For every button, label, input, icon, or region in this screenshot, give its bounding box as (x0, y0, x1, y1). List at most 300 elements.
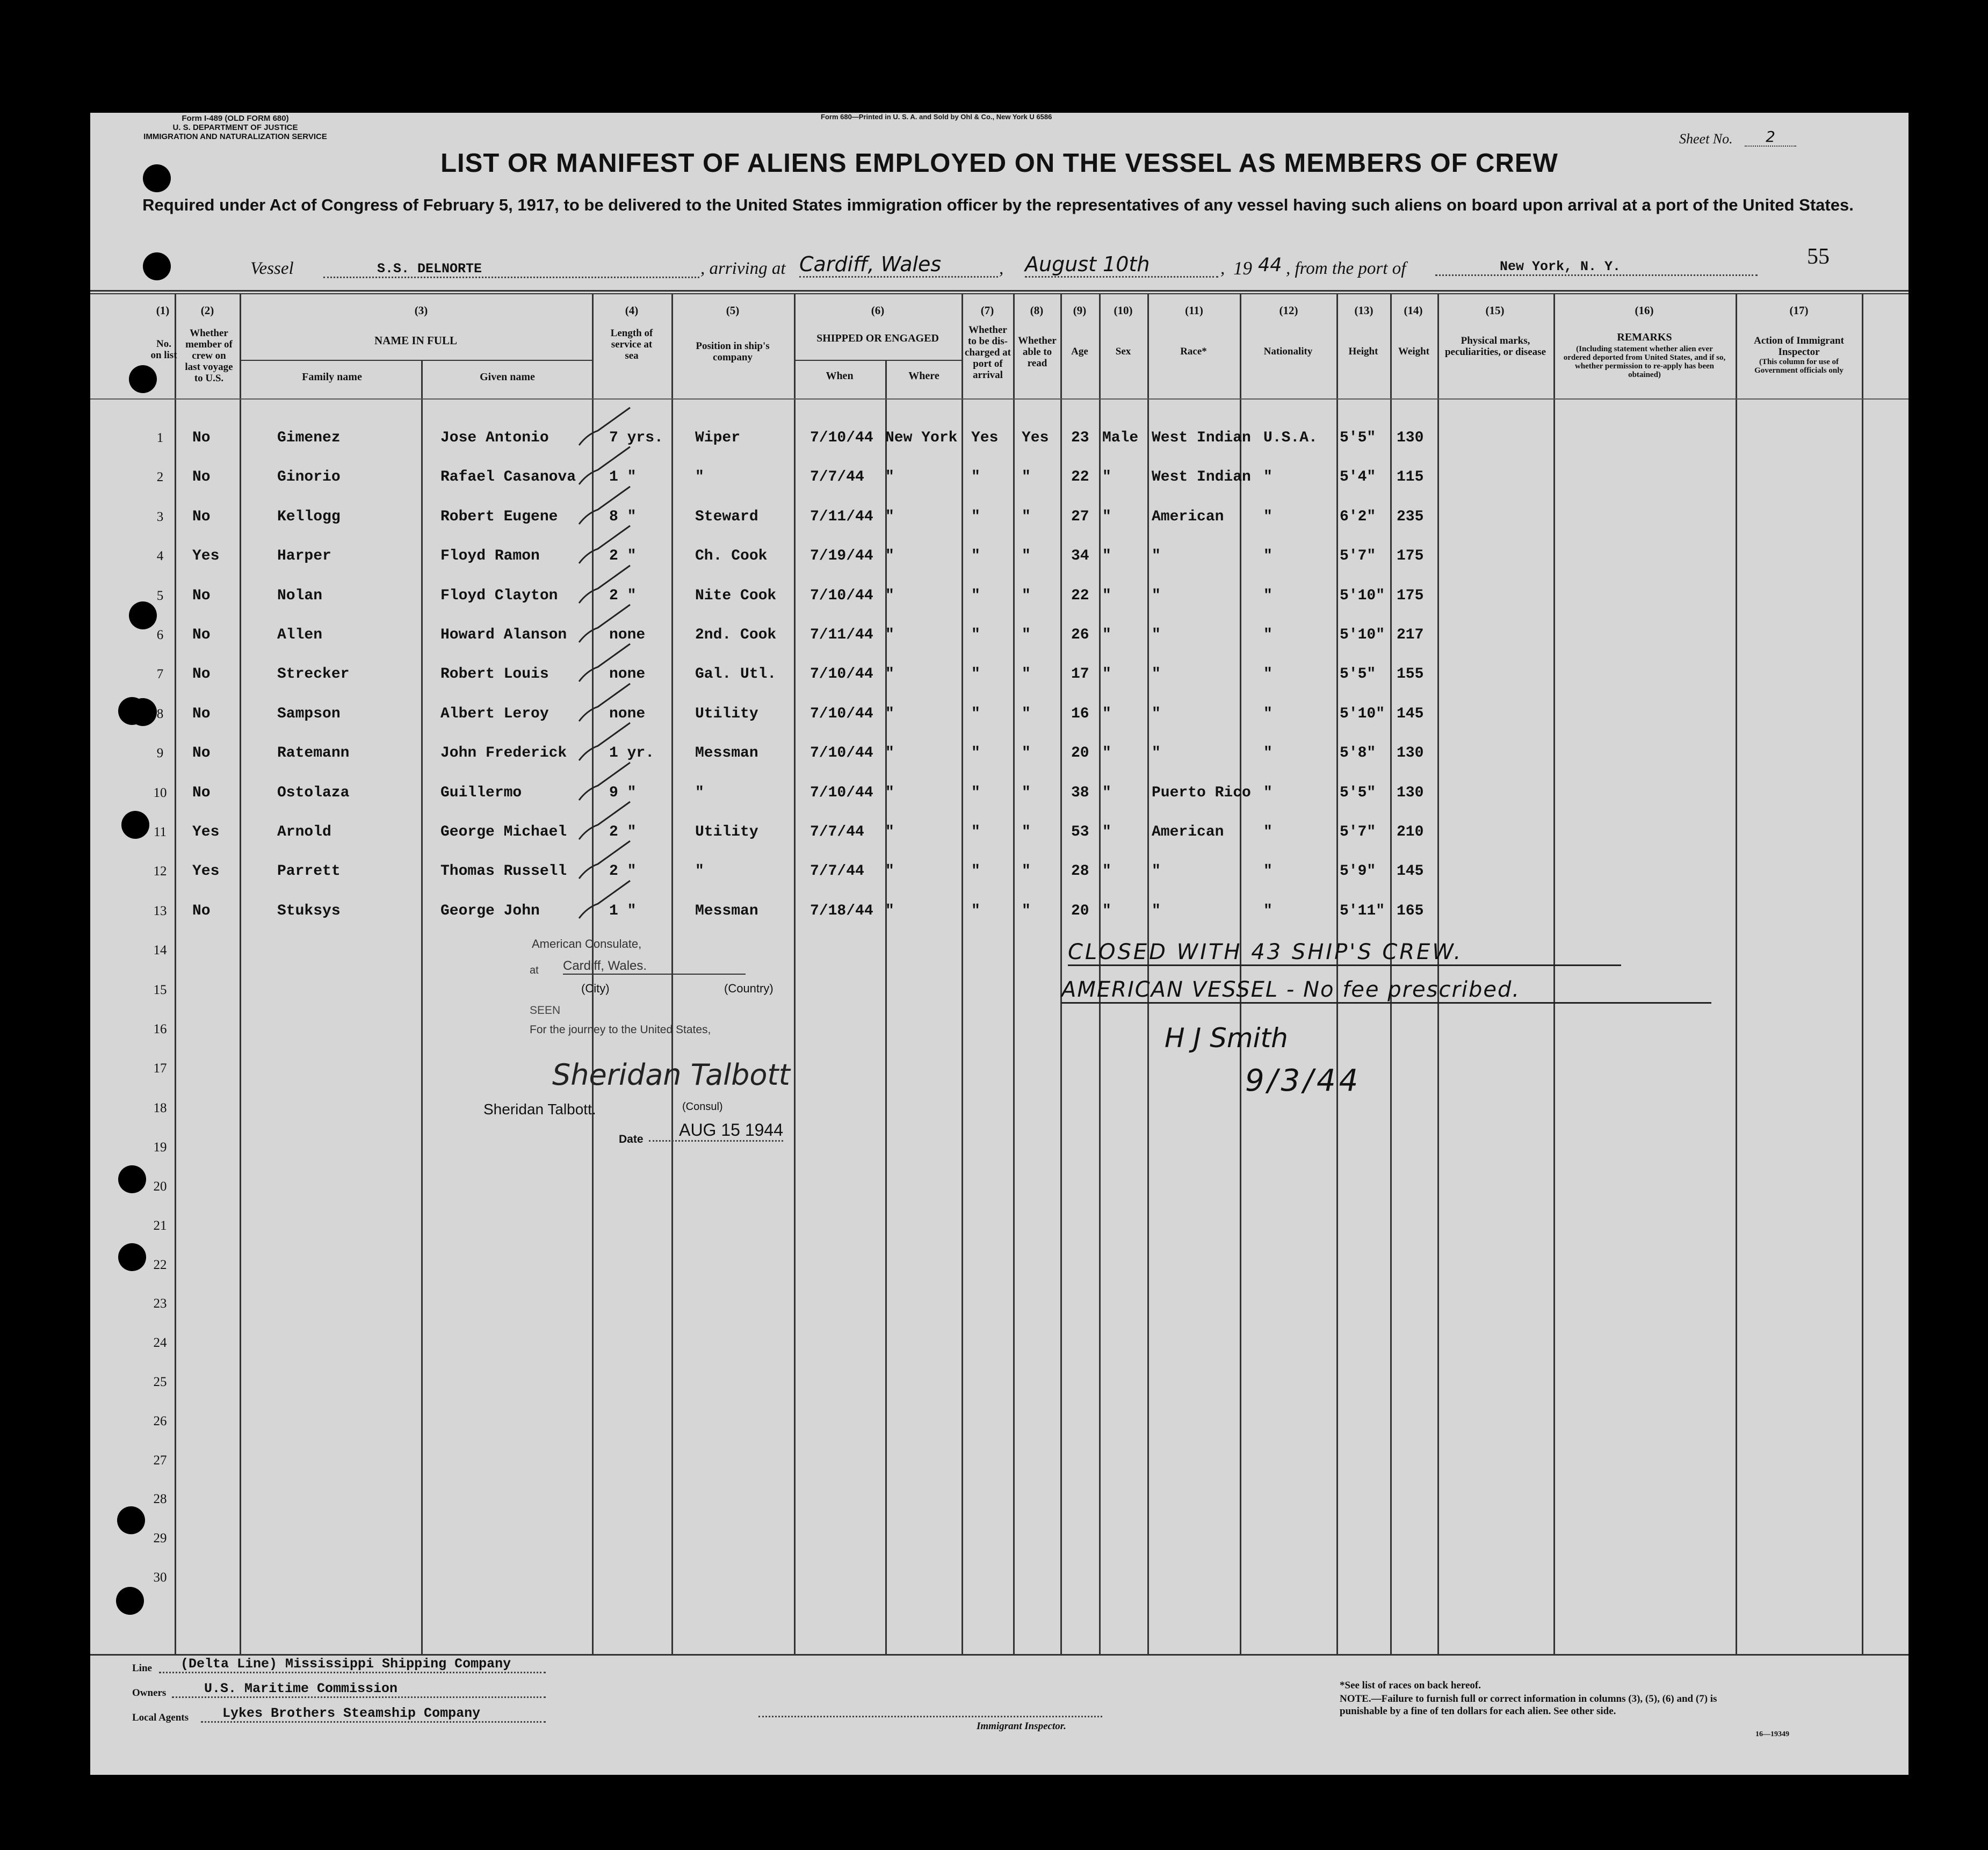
form-code: 16—19349 (1755, 1730, 1789, 1738)
cell-height: 5'10" (1340, 705, 1385, 722)
cell-height: 5'10" (1340, 587, 1385, 604)
cell-race: Puerto Rico (1152, 784, 1251, 801)
cell-age: 20 (1071, 745, 1089, 762)
cell-weight: 235 (1397, 508, 1424, 525)
cell-nationality: " (1263, 587, 1273, 604)
cell-height: 5'5" (1340, 784, 1376, 801)
cell-weight: 155 (1397, 666, 1424, 683)
check-mark-icon (576, 444, 635, 490)
cell-height: 5'8" (1340, 745, 1376, 762)
hdr-no-on-list: No. on list (150, 338, 177, 361)
row-number: 26 (153, 1413, 167, 1428)
cell-height: 5'5" (1340, 666, 1376, 683)
row-number: 2 (156, 470, 164, 485)
cell-shipped-when: 7/10/44 (810, 705, 873, 722)
cell-member: No (192, 627, 211, 643)
col-num-15: (15) (1485, 304, 1505, 317)
cell-able-to-read: " (1022, 784, 1031, 801)
cell-able-to-read: " (1022, 824, 1031, 840)
cell-family-name: Sampson (277, 705, 341, 722)
cell-shipped-when: 7/10/44 (810, 430, 873, 446)
cell-service-length: 1 yr. (609, 745, 655, 762)
hdr-given-name: Given name (480, 371, 535, 383)
cell-race: West Indian (1152, 469, 1251, 486)
col-num-9: (9) (1073, 304, 1087, 317)
cell-age: 22 (1071, 469, 1089, 486)
cell-service-length: 7 yrs. (609, 430, 663, 446)
cell-weight: 115 (1397, 469, 1424, 486)
col-num-7: (7) (980, 304, 994, 317)
country-label: (Country) (724, 982, 773, 995)
hdr-position: Position in ship's company (696, 340, 770, 363)
cell-given-name: George Michael (440, 824, 567, 840)
cell-discharged: " (971, 666, 980, 683)
cell-able-to-read: " (1022, 548, 1031, 565)
cell-service-length: none (609, 666, 646, 683)
col-num-8: (8) (1030, 304, 1044, 317)
owners-value: U.S. Maritime Commission (172, 1681, 546, 1698)
cell-given-name: Jose Antonio (440, 430, 549, 446)
cell-able-to-read: Yes (1022, 430, 1049, 446)
cell-shipped-when: 7/10/44 (810, 666, 873, 683)
cell-position: Messman (695, 902, 758, 919)
cell-given-name: Guillermo (440, 784, 522, 801)
cell-shipped-when: 7/11/44 (810, 627, 873, 643)
cell-position: Utility (695, 705, 758, 722)
cell-race: " (1152, 666, 1161, 683)
row-number: 20 (153, 1179, 167, 1194)
row-number: 4 (156, 549, 164, 564)
cell-sex: " (1102, 863, 1111, 880)
cell-family-name: Nolan (277, 587, 323, 604)
cell-service-length: 2 " (609, 824, 637, 840)
cell-age: 53 (1071, 824, 1089, 840)
cell-position: " (695, 784, 704, 801)
cell-nationality: " (1263, 745, 1273, 762)
cell-race: American (1152, 824, 1224, 840)
penalty-note: NOTE.—Failure to furnish full or correct information in columns (3), (5), (6) and (7) is punishable by a fine of ten dollars for each alien. See other side. (1340, 1693, 1717, 1717)
cell-nationality: " (1263, 705, 1273, 722)
inspector-label: Immigrant Inspector. (977, 1721, 1066, 1732)
col-num-6: (6) (871, 304, 885, 317)
year-suffix: 44 (1258, 255, 1282, 276)
hdr-discharged: Whether to be dis-charged at port of arrival (965, 324, 1011, 381)
cell-shipped-when: 7/10/44 (810, 745, 873, 762)
row-number: 27 (153, 1453, 167, 1468)
hdr-height: Height (1348, 346, 1378, 357)
check-mark-icon (576, 563, 635, 608)
cell-nationality: " (1263, 666, 1273, 683)
cell-weight: 145 (1397, 863, 1424, 880)
cell-shipped-when: 7/7/44 (810, 469, 864, 486)
cell-position: 2nd. Cook (695, 627, 777, 643)
punch-hole (117, 1506, 145, 1534)
cell-position: Nite Cook (695, 587, 777, 604)
cell-service-length: 1 " (609, 469, 637, 486)
cell-sex: Male (1102, 430, 1139, 446)
sheet-number: 2 (1745, 128, 1796, 147)
cell-shipped-where: " (885, 587, 894, 604)
row-number: 17 (153, 1061, 167, 1076)
cell-shipped-when: 7/7/44 (810, 824, 864, 840)
hdr-shipped: SHIPPED OR ENGAGED (816, 332, 939, 344)
row-number: 7 (156, 667, 164, 682)
row-number: 22 (153, 1257, 167, 1272)
cell-height: 5'5" (1340, 430, 1376, 446)
cell-height: 5'10" (1340, 627, 1385, 643)
cell-service-length: 2 " (609, 548, 637, 565)
cell-member: Yes (192, 824, 220, 840)
vessel-name: S.S. DELNORTE (323, 261, 699, 278)
cell-able-to-read: " (1022, 863, 1031, 880)
cell-position: Messman (695, 745, 758, 762)
hdr-length-service: Length of service at sea (610, 328, 653, 361)
cell-sex: " (1102, 508, 1111, 525)
cell-sex: " (1102, 784, 1111, 801)
row-number: 13 (153, 903, 167, 918)
line-value: (Delta Line) Mississippi Shipping Company (159, 1656, 546, 1673)
cell-age: 16 (1071, 705, 1089, 722)
cell-member: No (192, 705, 211, 722)
cell-able-to-read: " (1022, 587, 1031, 604)
cell-nationality: " (1263, 824, 1273, 840)
hdr-where: Where (908, 370, 939, 382)
cell-height: 5'11" (1340, 902, 1385, 919)
cell-sex: " (1102, 469, 1111, 486)
cell-nationality: " (1263, 469, 1273, 486)
cell-service-length: 8 " (609, 508, 637, 525)
cell-position: " (695, 469, 704, 486)
row-number: 21 (153, 1218, 167, 1233)
row-number: 18 (153, 1100, 167, 1115)
cell-discharged: " (971, 587, 980, 604)
hdr-member: Whether member of crew on last voyage to U.S. (185, 328, 233, 384)
cell-position: Utility (695, 824, 758, 840)
row-number: 12 (153, 864, 167, 879)
hdr-remarks: REMARKS (1617, 331, 1672, 343)
cell-height: 5'7" (1340, 548, 1376, 565)
cell-race: " (1152, 902, 1161, 919)
cell-race: " (1152, 548, 1161, 565)
hdr-when: When (826, 370, 854, 382)
cell-nationality: U.S.A. (1263, 430, 1318, 446)
cell-family-name: Kellogg (277, 508, 341, 525)
cell-nationality: " (1263, 863, 1273, 880)
cell-family-name: Gimenez (277, 430, 341, 446)
cell-member: Yes (192, 863, 220, 880)
journey-label: For the journey to the United States, (530, 1024, 711, 1036)
cell-shipped-when: 7/7/44 (810, 863, 864, 880)
row-number: 16 (153, 1022, 167, 1036)
hdr-able-read: Whether able to read (1018, 335, 1057, 369)
from-port: New York, N. Y. (1435, 259, 1758, 276)
consulate-city: Cardiff, Wales. (563, 959, 746, 975)
cell-age: 17 (1071, 666, 1089, 683)
cell-race: " (1152, 627, 1161, 643)
hdr-name-in-full: NAME IN FULL (374, 334, 457, 347)
row-number: 14 (153, 943, 167, 958)
cell-discharged: " (971, 863, 980, 880)
hdr-weight: Weight (1398, 346, 1430, 357)
cell-discharged: " (971, 548, 980, 565)
cell-able-to-read: " (1022, 705, 1031, 722)
col-num-10: (10) (1114, 304, 1133, 317)
service-name: IMMIGRATION AND NATURALIZATION SERVICE (143, 132, 327, 141)
cell-height: 5'7" (1340, 824, 1376, 840)
inspector-date: 9/3/44 (1245, 1063, 1362, 1098)
cell-weight: 210 (1397, 824, 1424, 840)
page-number: 55 (1807, 244, 1830, 269)
department: U. S. DEPARTMENT OF JUSTICE (172, 123, 298, 132)
cell-sex: " (1102, 745, 1111, 762)
cell-weight: 165 (1397, 902, 1424, 919)
cell-age: 28 (1071, 863, 1089, 880)
punch-hole (129, 365, 157, 393)
arriving-label: , arriving at (700, 259, 786, 278)
check-mark-icon (576, 641, 635, 687)
cell-discharged: " (971, 784, 980, 801)
row-number: 15 (153, 982, 167, 997)
punch-hole (118, 1165, 146, 1193)
form-number: Form I-489 (OLD FORM 680) (182, 114, 289, 123)
cell-discharged: " (971, 745, 980, 762)
cell-shipped-where: " (885, 784, 894, 801)
cell-family-name: Allen (277, 627, 323, 643)
cell-given-name: Thomas Russell (440, 863, 567, 880)
hdr-sex: Sex (1115, 346, 1131, 357)
cell-discharged: " (971, 705, 980, 722)
city-label: (City) (581, 982, 610, 995)
form-title: LIST OR MANIFEST OF ALIENS EMPLOYED ON THE VESSEL AS MEMBERS OF CREW (440, 149, 1558, 178)
col-num-12: (12) (1279, 304, 1298, 317)
row-number: 5 (156, 588, 164, 603)
cell-given-name: Floyd Ramon (440, 548, 540, 565)
hdr-physical: Physical marks, peculiarities, or disease (1444, 335, 1546, 358)
row-number: 23 (153, 1296, 167, 1311)
cell-sex: " (1102, 902, 1111, 919)
cell-age: 22 (1071, 587, 1089, 604)
arriving-port: Cardiff, Wales (799, 252, 998, 278)
cell-race: West Indian (1152, 430, 1251, 446)
cell-shipped-when: 7/11/44 (810, 508, 873, 525)
cell-service-length: none (609, 705, 646, 722)
row-number: 8 (156, 706, 164, 721)
consulate-city-prefix: at (530, 964, 539, 976)
cell-able-to-read: " (1022, 627, 1031, 643)
races-note: *See list of races on back hereof. (1340, 1680, 1481, 1691)
consul-signature: Sheridan Talbott (552, 1058, 790, 1092)
hdr-nationality: Nationality (1263, 346, 1313, 357)
cell-family-name: Arnold (277, 824, 331, 840)
punch-hole (116, 1587, 144, 1615)
cell-family-name: Harper (277, 548, 331, 565)
cell-shipped-where: " (885, 902, 894, 919)
check-mark-icon (576, 878, 635, 924)
cell-discharged: " (971, 469, 980, 486)
cell-shipped-when: 7/19/44 (810, 548, 873, 565)
col-num-5: (5) (726, 304, 740, 317)
cell-height: 5'4" (1340, 469, 1376, 486)
cell-given-name: Floyd Clayton (440, 587, 558, 604)
cell-discharged: " (971, 824, 980, 840)
cell-weight: 175 (1397, 587, 1424, 604)
form-subtitle: Required under Act of Congress of February 5, 1917, to be delivered to the United States immigration officer by the representatives of any vessel having such aliens on board upon arrival at a port of the United States. (142, 195, 1854, 214)
cell-service-length: 9 " (609, 784, 637, 801)
row-number: 3 (156, 509, 164, 524)
cell-race: " (1152, 587, 1161, 604)
cell-able-to-read: " (1022, 469, 1031, 486)
cell-sex: " (1102, 666, 1111, 683)
printer-line: Form 680—Printed in U. S. A. and Sold by Ohl & Co., New York U 6586 (821, 113, 1052, 121)
cell-height: 6'2" (1340, 508, 1376, 525)
check-mark-icon (576, 760, 635, 806)
row-number: 6 (156, 628, 164, 642)
consulate-line: American Consulate, (532, 937, 642, 951)
cell-member: No (192, 469, 211, 486)
cell-family-name: Strecker (277, 666, 350, 683)
cell-family-name: Ratemann (277, 745, 350, 762)
from-label: , from the port of (1286, 259, 1406, 278)
cell-nationality: " (1263, 548, 1273, 565)
cell-age: 26 (1071, 627, 1089, 643)
hdr-action: Action of Immigrant Inspector (1754, 335, 1844, 358)
vessel-annotation: AMERICAN VESSEL - No fee prescribed. (1061, 977, 1711, 1004)
hdr-family-name: Family name (302, 371, 362, 383)
cell-family-name: Ginorio (277, 469, 341, 486)
check-mark-icon (576, 523, 635, 569)
cell-age: 38 (1071, 784, 1089, 801)
cell-discharged: " (971, 902, 980, 919)
cell-able-to-read: " (1022, 745, 1031, 762)
cell-able-to-read: " (1022, 902, 1031, 919)
cell-shipped-where: " (885, 627, 894, 643)
hdr-age: Age (1071, 346, 1088, 357)
row-number: 30 (153, 1570, 167, 1585)
col-num-1: (1) (156, 304, 170, 317)
row-number: 9 (156, 746, 164, 761)
col-num-17: (17) (1789, 304, 1809, 317)
agents-value: Lykes Brothers Steamship Company (201, 1706, 546, 1723)
col-num-11: (11) (1185, 304, 1203, 317)
cell-sex: " (1102, 548, 1111, 565)
manifest-sheet: Form I-489 (OLD FORM 680) U. S. DEPARTMENT OF JUSTICE IMMIGRATION AND NATURALIZATION SERVICE Form 680—Printed in U. S. A. and Sold by Ohl & Co., New York U 6586 Sheet No. 2 LIST OR MANIFEST OF ALIENS EMPLOYED ON THE VESSEL AS MEMBERS OF CREW Required under Act of Congress of February 5, 1917, to be delivered to the United States immigration officer by the representatives of any vessel having such aliens on board upon arrival at a port of the United States. Vessel S.S. DELNORTE , arriving at Cardiff, Wales , August 10th , 19 44 , from the port of New York, N. Y. 55 (1) (2) (3) (4) (5) (6) (7) (8) (9) (10) (11) (12) (13) (14) (15) (16) (17) No. on list Whether member of crew on last voyage to U.S. NAME IN FULL Family name Given name Length of service at sea Position in ship's company SHIPPED OR ENGAGED When Where Whether to be dis-charged at port of arrival Whether able to read Age Sex Race* Nationality Height Weight Physical marks, peculiarities, or disease REMARKS (Including statement whether alien ever ordered deported from United States, and if so, whether permission to re-apply has been obtained) Action of Immigrant Inspector (This column for use of Government officials only 1 No Gimenez Jose Antonio 7 yrs. Wiper 7/10/44 New York Yes Yes 23 Male West Indian U.S.A. 5'5" 130 2 No Ginorio Rafael Casanova 1 " " 7/7/44 " " " 22 " West Indian " 5'4" 115 3 No Kellogg Robert Eugene 8 " Steward 7/11/44 " " " 27 " American " 6'2" 235 4 Yes Harper Floyd Ramon 2 " Ch. Cook 7/19/44 " " " 34 " " " 5'7" 175 5 No Nolan Floyd Clayton 2 " Nite Cook 7/10/44 " " " 22 " " " 5'10" 175 6 No Allen Howard Alanson none 2nd. Cook 7/11/44 " " " 26 " " " 5'10" 217 7 No Strecker Robert Louis none Gal. Utl. 7/10/44 " " " 17 " " " 5'5" 155 8 No Sampson Albert Leroy none Utility 7/10/44 " " " 16 " " " 5'10" 145 9 No Ratemann John Frederick 1 yr. Messman 7/10/44 " " " 20 " " " 5'8" 130 10 No Ostolaza Guillermo 9 " " 7/10/44 " " " 38 " Puerto Rico " 5'5" 130 11 Yes Arnold George Michael 2 " Utility 7/7/44 " " " 53 " American " 5'7" 210 12 Yes Parrett Thomas Russell 2 " " 7/7/44 " " " 28 " " " 5'9" 145 13 No Stuksys George John 1 " Messman 7/18/44 " " " 20 " " " 5'11" 165 14 15 16 17 18 19 20 21 22 23 24 25 26 27 28 29 30 American Consulate, at Cardiff, Wales. (City) (Country) SEEN For the journey to the United States, Sheridan Talbott Sheridan Talbott. (Consul) Date AUG 15 1944 CLOSED WITH 43 SHIP'S CREW. AMERICAN VESSEL - No fee prescribed. H J Smith 9/3/44 Line (Delta Line) Mississippi Shipping Company Owners U.S. Maritime Commission Local Agents Lykes Brothers Steamship Company Immigrant Inspector. *See list of races on back hereof. NOTE.—Failure to furnish full or correct information in columns (3), (5), (6) and (7) is punishable by a fine of ten dollars for each alien. See other side. 16—19349 (90, 113, 1909, 1775)
cell-given-name: Howard Alanson (440, 627, 567, 643)
check-mark-icon (576, 838, 635, 884)
hdr-action-note: (This column for use of Government officials only (1754, 358, 1844, 375)
owners-label: Owners (132, 1687, 167, 1699)
cell-weight: 175 (1397, 548, 1424, 565)
row-number: 10 (153, 785, 167, 800)
cell-shipped-where: New York (885, 430, 958, 446)
check-mark-icon (576, 602, 635, 648)
cell-member: No (192, 587, 211, 604)
cell-service-length: 1 " (609, 902, 637, 919)
cell-nationality: " (1263, 508, 1273, 525)
agents-label: Local Agents (132, 1712, 189, 1723)
row-number: 1 (156, 431, 164, 445)
cell-shipped-where: " (885, 824, 894, 840)
row-number: 28 (153, 1492, 167, 1507)
cell-sex: " (1102, 587, 1111, 604)
cell-age: 23 (1071, 430, 1089, 446)
cell-shipped-where: " (885, 548, 894, 565)
check-mark-icon (576, 484, 635, 529)
cell-shipped-where: " (885, 745, 894, 762)
check-mark-icon (576, 799, 635, 845)
cell-given-name: George John (440, 902, 540, 919)
cell-member: No (192, 902, 211, 919)
cell-shipped-when: 7/10/44 (810, 587, 873, 604)
cell-given-name: Rafael Casanova (440, 469, 576, 486)
cell-service-length: 2 " (609, 587, 637, 604)
cell-shipped-where: " (885, 666, 894, 683)
cell-able-to-read: " (1022, 508, 1031, 525)
cell-weight: 217 (1397, 627, 1424, 643)
cell-able-to-read: " (1022, 666, 1031, 683)
cell-member: No (192, 430, 211, 446)
cell-age: 27 (1071, 508, 1089, 525)
punch-hole (118, 1243, 146, 1271)
row-number: 25 (153, 1375, 167, 1389)
cell-given-name: Robert Louis (440, 666, 549, 683)
cell-member: No (192, 745, 211, 762)
cell-shipped-when: 7/10/44 (810, 784, 873, 801)
row-number: 11 (153, 825, 167, 839)
cell-given-name: Robert Eugene (440, 508, 558, 525)
col-num-2: (2) (200, 304, 214, 317)
col-num-14: (14) (1404, 304, 1423, 317)
date-label: Date (619, 1133, 644, 1145)
cell-sex: " (1102, 824, 1111, 840)
punch-hole (143, 252, 171, 280)
cell-shipped-when: 7/18/44 (810, 902, 873, 919)
consul-date: AUG 15 1944 (649, 1120, 783, 1142)
cell-race: " (1152, 745, 1161, 762)
cell-position: Gal. Utl. (695, 666, 777, 683)
cell-member: Yes (192, 548, 220, 565)
cell-weight: 130 (1397, 784, 1424, 801)
cell-race: " (1152, 863, 1161, 880)
vessel-label: Vessel (250, 259, 294, 278)
seen-label: SEEN (530, 1004, 561, 1017)
cell-discharged: " (971, 627, 980, 643)
cell-family-name: Ostolaza (277, 784, 350, 801)
cell-height: 5'9" (1340, 863, 1376, 880)
check-mark-icon (576, 405, 635, 451)
year-prefix: 19 (1233, 258, 1252, 279)
cell-member: No (192, 666, 211, 683)
cell-given-name: Albert Leroy (440, 705, 549, 722)
cell-family-name: Stuksys (277, 902, 341, 919)
cell-given-name: John Frederick (440, 745, 567, 762)
cell-discharged: " (971, 508, 980, 525)
cell-weight: 130 (1397, 745, 1424, 762)
cell-discharged: Yes (971, 430, 999, 446)
cell-weight: 130 (1397, 430, 1424, 446)
check-mark-icon (576, 720, 635, 766)
arrival-date: August 10th (1025, 252, 1218, 278)
cell-age: 20 (1071, 902, 1089, 919)
cell-service-length: 2 " (609, 863, 637, 880)
sheet-label: Sheet No. (1679, 131, 1733, 147)
cell-nationality: " (1263, 902, 1273, 919)
row-number: 29 (153, 1531, 167, 1546)
row-number: 24 (153, 1336, 167, 1351)
punch-hole (118, 697, 146, 725)
cell-sex: " (1102, 705, 1111, 722)
consul-label: (Consul) (682, 1101, 723, 1113)
cell-member: No (192, 784, 211, 801)
